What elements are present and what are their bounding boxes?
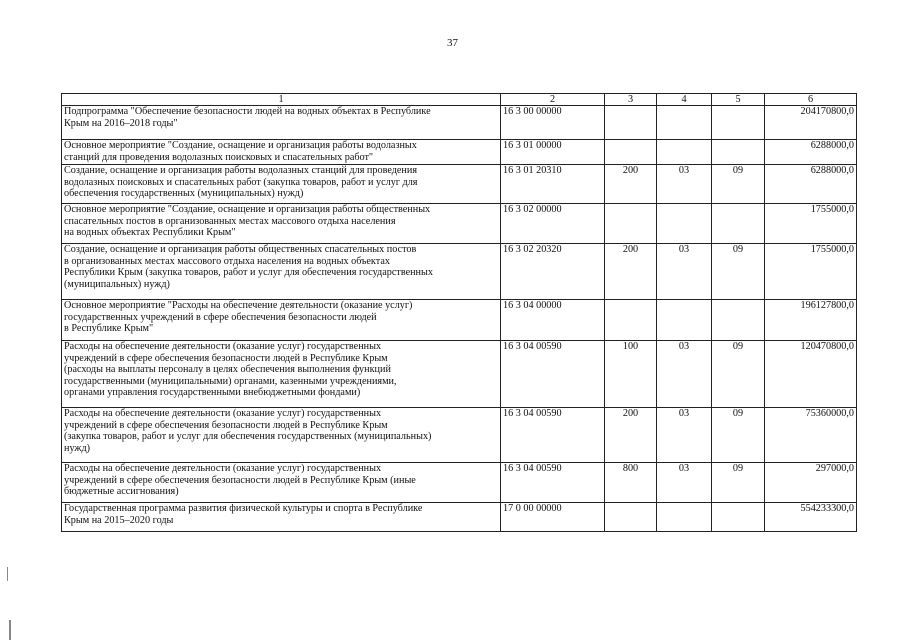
page-number: 37 xyxy=(447,37,458,49)
amount: 297000,0 xyxy=(765,463,857,503)
classification-code: 16 3 02 20320 xyxy=(501,244,605,300)
column-header: 6 xyxy=(765,94,857,106)
expense-type xyxy=(605,106,657,140)
item-name: Основное мероприятие "Создание, оснащение и организация работы водолазных станций для проведения водолазных поисковых и спасательных работ" xyxy=(62,140,501,165)
expense-type: 200 xyxy=(605,165,657,204)
table-row xyxy=(62,204,857,244)
column-header: 4 xyxy=(657,94,712,106)
section: 03 xyxy=(657,463,712,503)
amount: 1755000,0 xyxy=(765,204,857,244)
expense-type xyxy=(605,204,657,244)
scan-margin-mark xyxy=(7,567,8,581)
item-name: Основное мероприятие "Создание, оснащение и организация работы общественных спасательных постов в организованных местах массового отдыха населения на водных объектах Республики Крым" xyxy=(62,204,501,244)
table-row xyxy=(62,106,857,140)
table-row xyxy=(62,140,857,165)
amount: 196127800,0 xyxy=(765,300,857,341)
subsection xyxy=(712,503,765,532)
classification-code: 16 3 02 00000 xyxy=(501,204,605,244)
classification-code: 16 3 04 00000 xyxy=(501,300,605,341)
column-header: 2 xyxy=(501,94,605,106)
table-row xyxy=(62,244,857,300)
item-name: Расходы на обеспечение деятельности (оказание услуг) государственных учреждений в сфере обеспечения безопасности людей в Республике Крым (закупка товаров, работ и услуг для обеспечения государственных (муниципальных) нужд) xyxy=(62,408,501,463)
section: 03 xyxy=(657,244,712,300)
amount: 75360000,0 xyxy=(765,408,857,463)
subsection xyxy=(712,106,765,140)
item-name: Расходы на обеспечение деятельности (оказание услуг) государственных учреждений в сфере обеспечения безопасности людей в Республике Крым (расходы на выплаты персоналу в целях обеспечения выполнения функций государственными (муниципальными) органами, казенными учреждениями, органами управления государственными внебюджетными фондами) xyxy=(62,341,501,408)
table-row xyxy=(62,408,857,463)
subsection xyxy=(712,140,765,165)
item-name: Государственная программа развития физической культуры и спорта в Республике Крым на 2015–2020 годы xyxy=(62,503,501,532)
classification-code: 16 3 01 20310 xyxy=(501,165,605,204)
expense-type xyxy=(605,140,657,165)
section xyxy=(657,106,712,140)
budget-table xyxy=(61,93,857,532)
column-header: 1 xyxy=(62,94,501,106)
amount: 6288000,0 xyxy=(765,165,857,204)
amount: 6288000,0 xyxy=(765,140,857,165)
item-name: Создание, оснащение и организация работы водолазных станций для проведения водолазных поисковых и спасательных работ (закупка товаров, работ и услуг для обеспечения государственных (муниципальных) нужд) xyxy=(62,165,501,204)
expense-type xyxy=(605,300,657,341)
item-name: Расходы на обеспечение деятельности (оказание услуг) государственных учреждений в сфере обеспечения безопасности людей в Республике Крым (иные бюджетные ассигнования) xyxy=(62,463,501,503)
classification-code: 16 3 04 00590 xyxy=(501,463,605,503)
classification-code: 16 3 04 00590 xyxy=(501,341,605,408)
subsection: 09 xyxy=(712,244,765,300)
expense-type xyxy=(605,503,657,532)
subsection xyxy=(712,300,765,341)
subsection xyxy=(712,204,765,244)
expense-type: 200 xyxy=(605,244,657,300)
expense-type: 200 xyxy=(605,408,657,463)
subsection: 09 xyxy=(712,341,765,408)
item-name: Создание, оснащение и организация работы общественных спасательных постов в организованных местах массового отдыха населения на водных объектах Республики Крым (закупка товаров, работ и услуг для обеспечения государственных (муниципальных) нужд) xyxy=(62,244,501,300)
section: 03 xyxy=(657,165,712,204)
section: 03 xyxy=(657,341,712,408)
section: 03 xyxy=(657,408,712,463)
table-row xyxy=(62,165,857,204)
table-row xyxy=(62,300,857,341)
classification-code: 16 3 04 00590 xyxy=(501,408,605,463)
section xyxy=(657,204,712,244)
amount: 120470800,0 xyxy=(765,341,857,408)
subsection: 09 xyxy=(712,463,765,503)
header-row xyxy=(62,94,857,106)
item-name: Подпрограмма "Обеспечение безопасности людей на водных объектах в Республике Крым на 2016–2018 годы" xyxy=(62,106,501,140)
subsection: 09 xyxy=(712,408,765,463)
expense-type: 100 xyxy=(605,341,657,408)
column-header: 3 xyxy=(605,94,657,106)
section xyxy=(657,300,712,341)
amount: 554233300,0 xyxy=(765,503,857,532)
subsection: 09 xyxy=(712,165,765,204)
amount: 204170800,0 xyxy=(765,106,857,140)
item-name: Основное мероприятие "Расходы на обеспечение деятельности (оказание услуг) государственных учреждений в сфере обеспечения безопасности людей в Республике Крым" xyxy=(62,300,501,341)
expense-type: 800 xyxy=(605,463,657,503)
column-header: 5 xyxy=(712,94,765,106)
classification-code: 16 3 00 00000 xyxy=(501,106,605,140)
table-row xyxy=(62,503,857,532)
amount: 1755000,0 xyxy=(765,244,857,300)
table-row xyxy=(62,341,857,408)
table-row xyxy=(62,463,857,503)
classification-code: 17 0 00 00000 xyxy=(501,503,605,532)
scan-margin-mark xyxy=(9,620,11,640)
section xyxy=(657,503,712,532)
classification-code: 16 3 01 00000 xyxy=(501,140,605,165)
section xyxy=(657,140,712,165)
